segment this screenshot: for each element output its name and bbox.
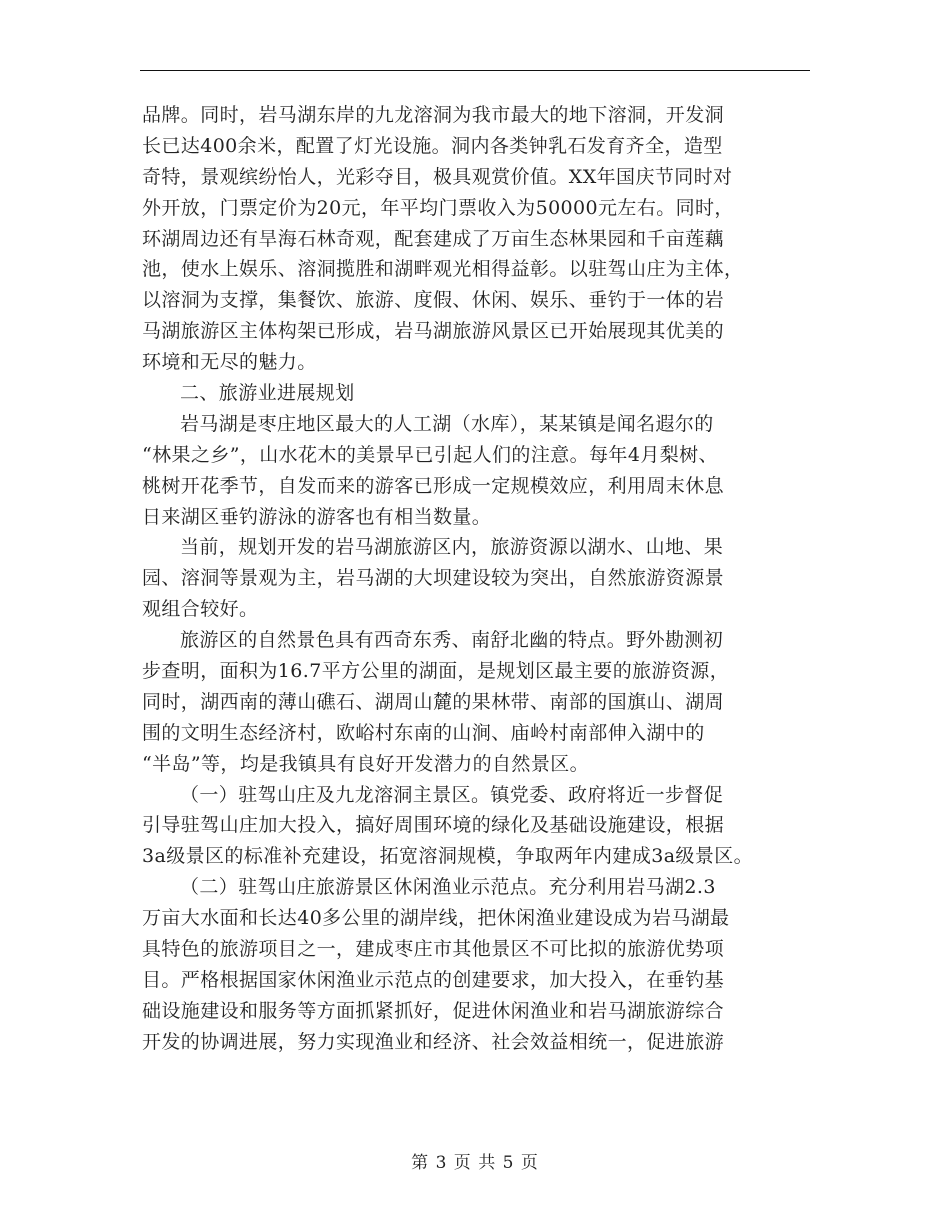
text-line: 观组合较好。 xyxy=(142,598,259,621)
text-line: 长已达400余米，配置了灯光设施。洞内各类钟乳石发育齐全，造型 xyxy=(142,134,723,157)
paragraph-first-line: 二、旅游业进展规划 xyxy=(180,382,355,405)
paragraph-first-line: 当前，规划开发的岩马湖旅游区内，旅游资源以湖水、山地、果 xyxy=(180,536,724,559)
text-line: 以溶洞为支撑，集餐饮、旅游、度假、休闲、娱乐、垂钓于一体的岩 xyxy=(142,289,725,312)
text-line: 具特色的旅游项目之一，建成枣庄市其他景区不可比拟的旅游优势项 xyxy=(142,938,725,961)
paragraph-first-line: 岩马湖是枣庄地区最大的人工湖（水库），某某镇是闻名遐尔的 xyxy=(180,412,714,435)
text-line: “半岛”等，均是我镇具有良好开发潜力的自然景区。 xyxy=(142,752,590,775)
text-line: 池，使水上娱乐、溶洞揽胜和湖畔观光相得益彰。以驻驾山庄为主体， xyxy=(142,258,744,281)
text-line: 日来湖区垂钓游泳的游客也有相当数量。 xyxy=(142,505,492,528)
paragraph-first-line: 旅游区的自然景色具有西奇东秀、南舒北幽的特点。野外勘测初 xyxy=(180,629,724,652)
text-line: 围的文明生态经济村，欧峪村东南的山涧、庙岭村南部伸入湖中的 xyxy=(142,721,705,744)
page-number-footer: 第 3 页 共 5 页 xyxy=(411,1153,539,1173)
text-line: 桃树开花季节，自发而来的游客已形成一定规模效应，利用周末休息 xyxy=(142,474,725,497)
text-line: 园、溶洞等景观为主，岩马湖的大坝建设较为突出，自然旅游资源景 xyxy=(142,567,725,590)
text-line: 开发的协调进展，努力实现渔业和经济、社会效益相统一，促进旅游 xyxy=(142,1030,725,1053)
text-line: 3a级景区的标准补充建设，拓宽溶洞规模，争取两年内建成3a级景区。 xyxy=(142,845,754,868)
text-line: 同时，湖西南的薄山礁石、湖周山麓的果林带、南部的国旗山、湖周 xyxy=(142,690,725,713)
text-line: 引导驻驾山庄加大投入，搞好周围环境的绿化及基础设施建设，根据 xyxy=(142,814,725,837)
text-line: 品牌。同时，岩马湖东岸的九龙溶洞为我市最大的地下溶洞，开发洞 xyxy=(142,104,725,126)
text-line: 步查明，面积为16.7平方公里的湖面，是规划区最主要的旅游资源， xyxy=(142,660,730,683)
text-line: 环湖周边还有旱海石林奇观，配套建成了万亩生态林果园和千亩莲藕 xyxy=(142,227,725,250)
text-line: 外开放，门票定价为20元，年平均门票收入为50000元左右。同时， xyxy=(142,196,734,219)
text-line: 环境和无尽的魅力。 xyxy=(142,351,317,374)
text-line: 万亩大水面和长达40多公里的湖岸线，把休闲渔业建设成为岩马湖最 xyxy=(142,907,730,930)
text-line: “林果之乡”，山水花木的美景早已引起人们的注意。每年4月梨树、 xyxy=(142,443,718,466)
paragraph-first-line: （一）驻驾山庄及九龙溶洞主景区。镇党委、政府将近一步督促 xyxy=(180,783,724,806)
text-line: 奇特，景观缤纷怡人，光彩夺目，极具观赏价值。XX年国庆节同时对 xyxy=(142,165,733,188)
document-body xyxy=(142,100,832,1058)
text-line: 目。严格根据国家休闲渔业示范点的创建要求，加大投入，在垂钓基 xyxy=(142,968,725,991)
text-line: 础设施建设和服务等方面抓紧抓好，促进休闲渔业和岩马湖旅游综合 xyxy=(142,999,725,1022)
paragraph-first-line: （二）驻驾山庄旅游景区休闲渔业示范点。充分利用岩马湖2.3 xyxy=(180,876,716,899)
text-line: 马湖旅游区主体构架已形成，岩马湖旅游风景区已开始展现其优美的 xyxy=(142,320,725,343)
header-rule xyxy=(140,70,810,71)
